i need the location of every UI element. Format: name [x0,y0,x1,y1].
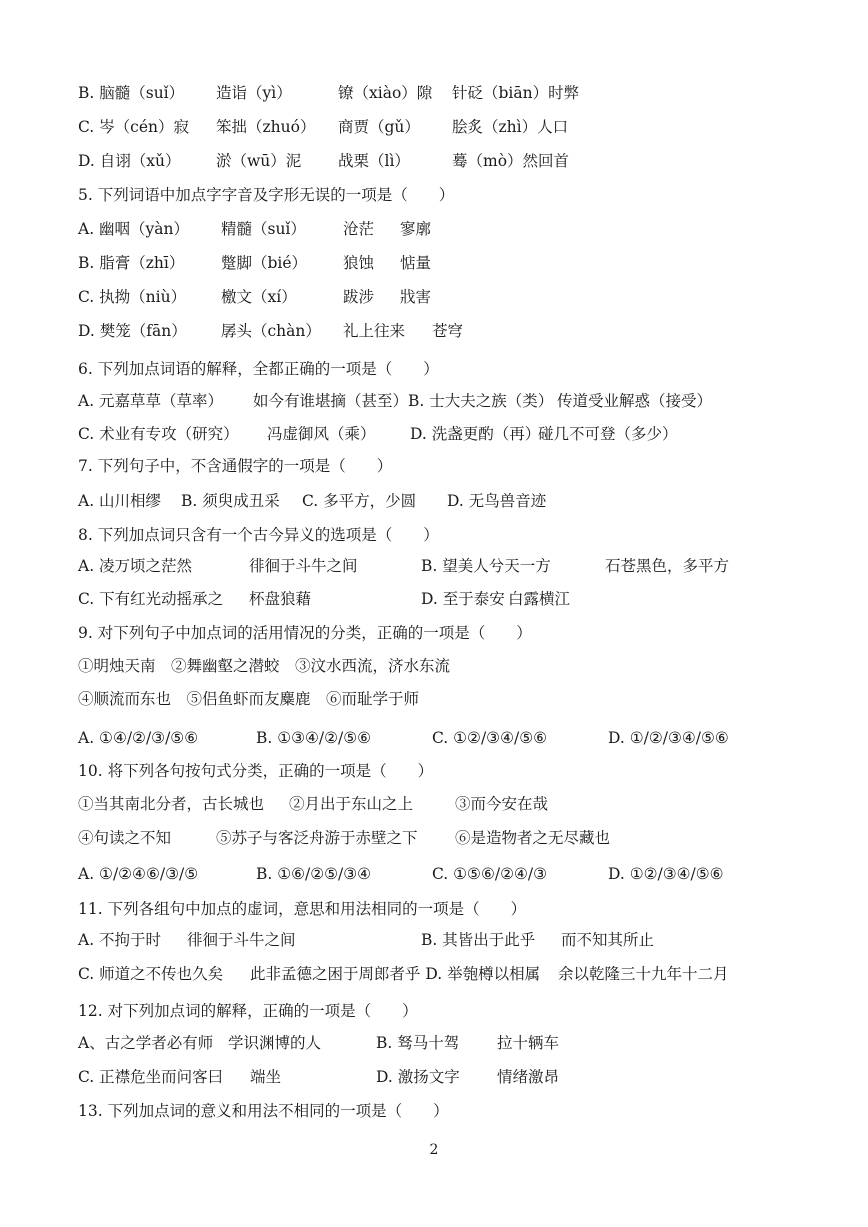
option-segment: ①明烛天南 ②舞幽壑之潜蛟 ③汶水西流，济水东流 [78,657,451,675]
option-segment: 余以乾隆三十九年十二月 [558,965,729,983]
option-segment: 戕害 [400,288,432,306]
option-segment: 礼上往来 [343,322,406,340]
option-segment: 拉十辆车 [497,1034,560,1052]
option-segment: A、古之学者必有师 [78,1034,214,1052]
option-segment: ①当其南北分者，古长城也 [78,795,265,813]
option-segment: ⑤苏子与客泛舟游于赤壁之下 [216,829,418,847]
option-segment: D. ①②/③④/⑤⑥ [608,865,724,883]
option-segment: 碰几不可登（多少） [538,425,678,443]
option-segment: C. 师道之不传也久矣 [78,965,224,983]
option-segment: D. 激扬文字 [376,1068,460,1086]
option-segment: B. 其皆出于此乎 [421,931,536,949]
option-segment: 淤（wū）泥 [216,152,302,170]
option-segment: C. 术业有专攻（研究） [78,425,239,443]
question-text: 12. 对下列加点词的解释，正确的一项是（ ） [78,1002,418,1020]
option-segment: 学识渊博的人 [228,1034,322,1052]
option-segment: 针砭（biān）时弊 [452,84,580,102]
option-segment: 冯虚御风（乘） [267,425,376,443]
question-text: 6. 下列加点词语的解释，全都正确的一项是（ ） [78,360,439,378]
option-segment: D. ①/②/③④/⑤⑥ [608,729,729,747]
option-segment: 端坐 [250,1068,282,1086]
option-segment: ④句读之不知 [78,829,172,847]
option-segment: 狼蚀 [343,254,375,272]
option-segment: C. 下有红光动摇承之 [78,590,224,608]
option-segment: C. 多平方，少圆 [302,492,417,510]
question-text: 8. 下列加点词只含有一个古今异义的选项是（ ） [78,526,439,544]
option-segment: A. 幽咽（yàn） [78,220,190,238]
option-segment: D. 自诩（xǔ） [78,152,181,170]
option-segment: A. 山川相缪 [78,492,162,510]
option-segment: 徘徊于斗牛之间 [187,931,296,949]
option-segment: 如今有谁堪摘（甚至）B. 士大夫之族（类） [253,392,554,410]
option-segment: 镣（xiào）隙 [338,84,433,102]
option-segment: 而不知其所止 [561,931,655,949]
option-segment: D. 至于泰安 [421,590,505,608]
option-segment: D. 无鸟兽音迹 [447,492,547,510]
option-segment: 精髓（suǐ） [221,220,306,238]
question-text: 13. 下列加点词的意义和用法不相同的一项是（ ） [78,1102,449,1120]
option-segment: C. 正襟危坐而问客曰 [78,1068,224,1086]
option-segment: 跋涉 [343,288,375,306]
option-segment: 造诣（yì） [216,84,292,102]
option-segment: D. 洗盏更酌（再） [410,425,541,443]
option-segment: 战栗（lì） [338,152,410,170]
option-segment: 笨拙（zhuó） [216,118,316,136]
option-segment: B. ①③④/②/⑤⑥ [256,729,372,747]
option-segment: 檄文（xí） [221,288,297,306]
option-segment: A. ①④/②/③/⑤⑥ [78,729,199,747]
option-segment: A. 元嘉草草（草率） [78,392,224,410]
option-segment: 惦量 [400,254,432,272]
option-segment: 孱头（chàn） [221,322,321,340]
option-segment: C. 执拗（niù） [78,288,187,306]
option-segment: B. 脂膏（zhī） [78,254,185,272]
question-text: 9. 对下列句子中加点词的活用情况的分类，正确的一项是（ ） [78,624,532,642]
option-segment: B. 脑髓（suǐ） [78,84,185,102]
option-segment: 沧茫 [343,220,375,238]
option-segment: 石苍黑色，多平方 [605,557,730,575]
option-segment: ⑥是造物者之无尽藏也 [455,829,611,847]
option-segment: 徘徊于斗牛之间 [249,557,358,575]
option-segment: 苍穹 [432,322,464,340]
question-text: 5. 下列词语中加点字字音及字形无误的一项是（ ） [78,186,455,204]
option-segment: C. ①⑤⑥/②④/③ [432,865,547,883]
option-segment: ④顺流而东也 ⑤侣鱼虾而友麋鹿 ⑥而耻学于师 [78,690,420,708]
option-segment: ②月出于东山之上 [289,795,414,813]
option-segment: 情绪激昂 [497,1068,560,1086]
option-segment: ③而今安在哉 [455,795,549,813]
option-segment: 蹩脚（bié） [221,254,308,272]
option-segment: 传道受业解惑（接受） [557,392,713,410]
option-segment: 蓦（mò）然回首 [452,152,570,170]
option-segment: D. 樊笼（fān） [78,322,187,340]
option-segment: A. 凌万顷之茫然 [78,557,193,575]
option-segment: C. ①②/③④/⑤⑥ [432,729,547,747]
option-segment: 寥廓 [400,220,432,238]
option-segment: 此非孟德之困于周郎者乎 D. 举匏樽以相属 [250,965,541,983]
option-segment: 杯盘狼藉 [249,590,312,608]
question-text: 7. 下列句子中，不含通假字的一项是（ ） [78,457,393,475]
page-number: 2 [429,1142,439,1158]
question-text: 10. 将下列各句按句式分类，正确的一项是（ ） [78,762,434,780]
option-segment: B. 须臾成丑采 [181,492,280,510]
option-segment: 脍炙（zhì）人口 [452,118,569,136]
option-segment: B. 望美人兮天一方 [421,557,551,575]
option-segment: 商贾（gǔ） [338,118,420,136]
option-segment: 白露横江 [508,590,571,608]
option-segment: B. 驽马十驾 [376,1034,460,1052]
question-text: 11. 下列各组句中加点的虚词，意思和用法相同的一项是（ ） [78,900,527,918]
option-segment: B. ①⑥/②⑤/③④ [256,865,372,883]
option-segment: A. 不拘于时 [78,931,162,949]
option-segment: A. ①/②④⑥/③/⑤ [78,865,199,883]
option-segment: C. 岑（cén）寂 [78,118,189,136]
